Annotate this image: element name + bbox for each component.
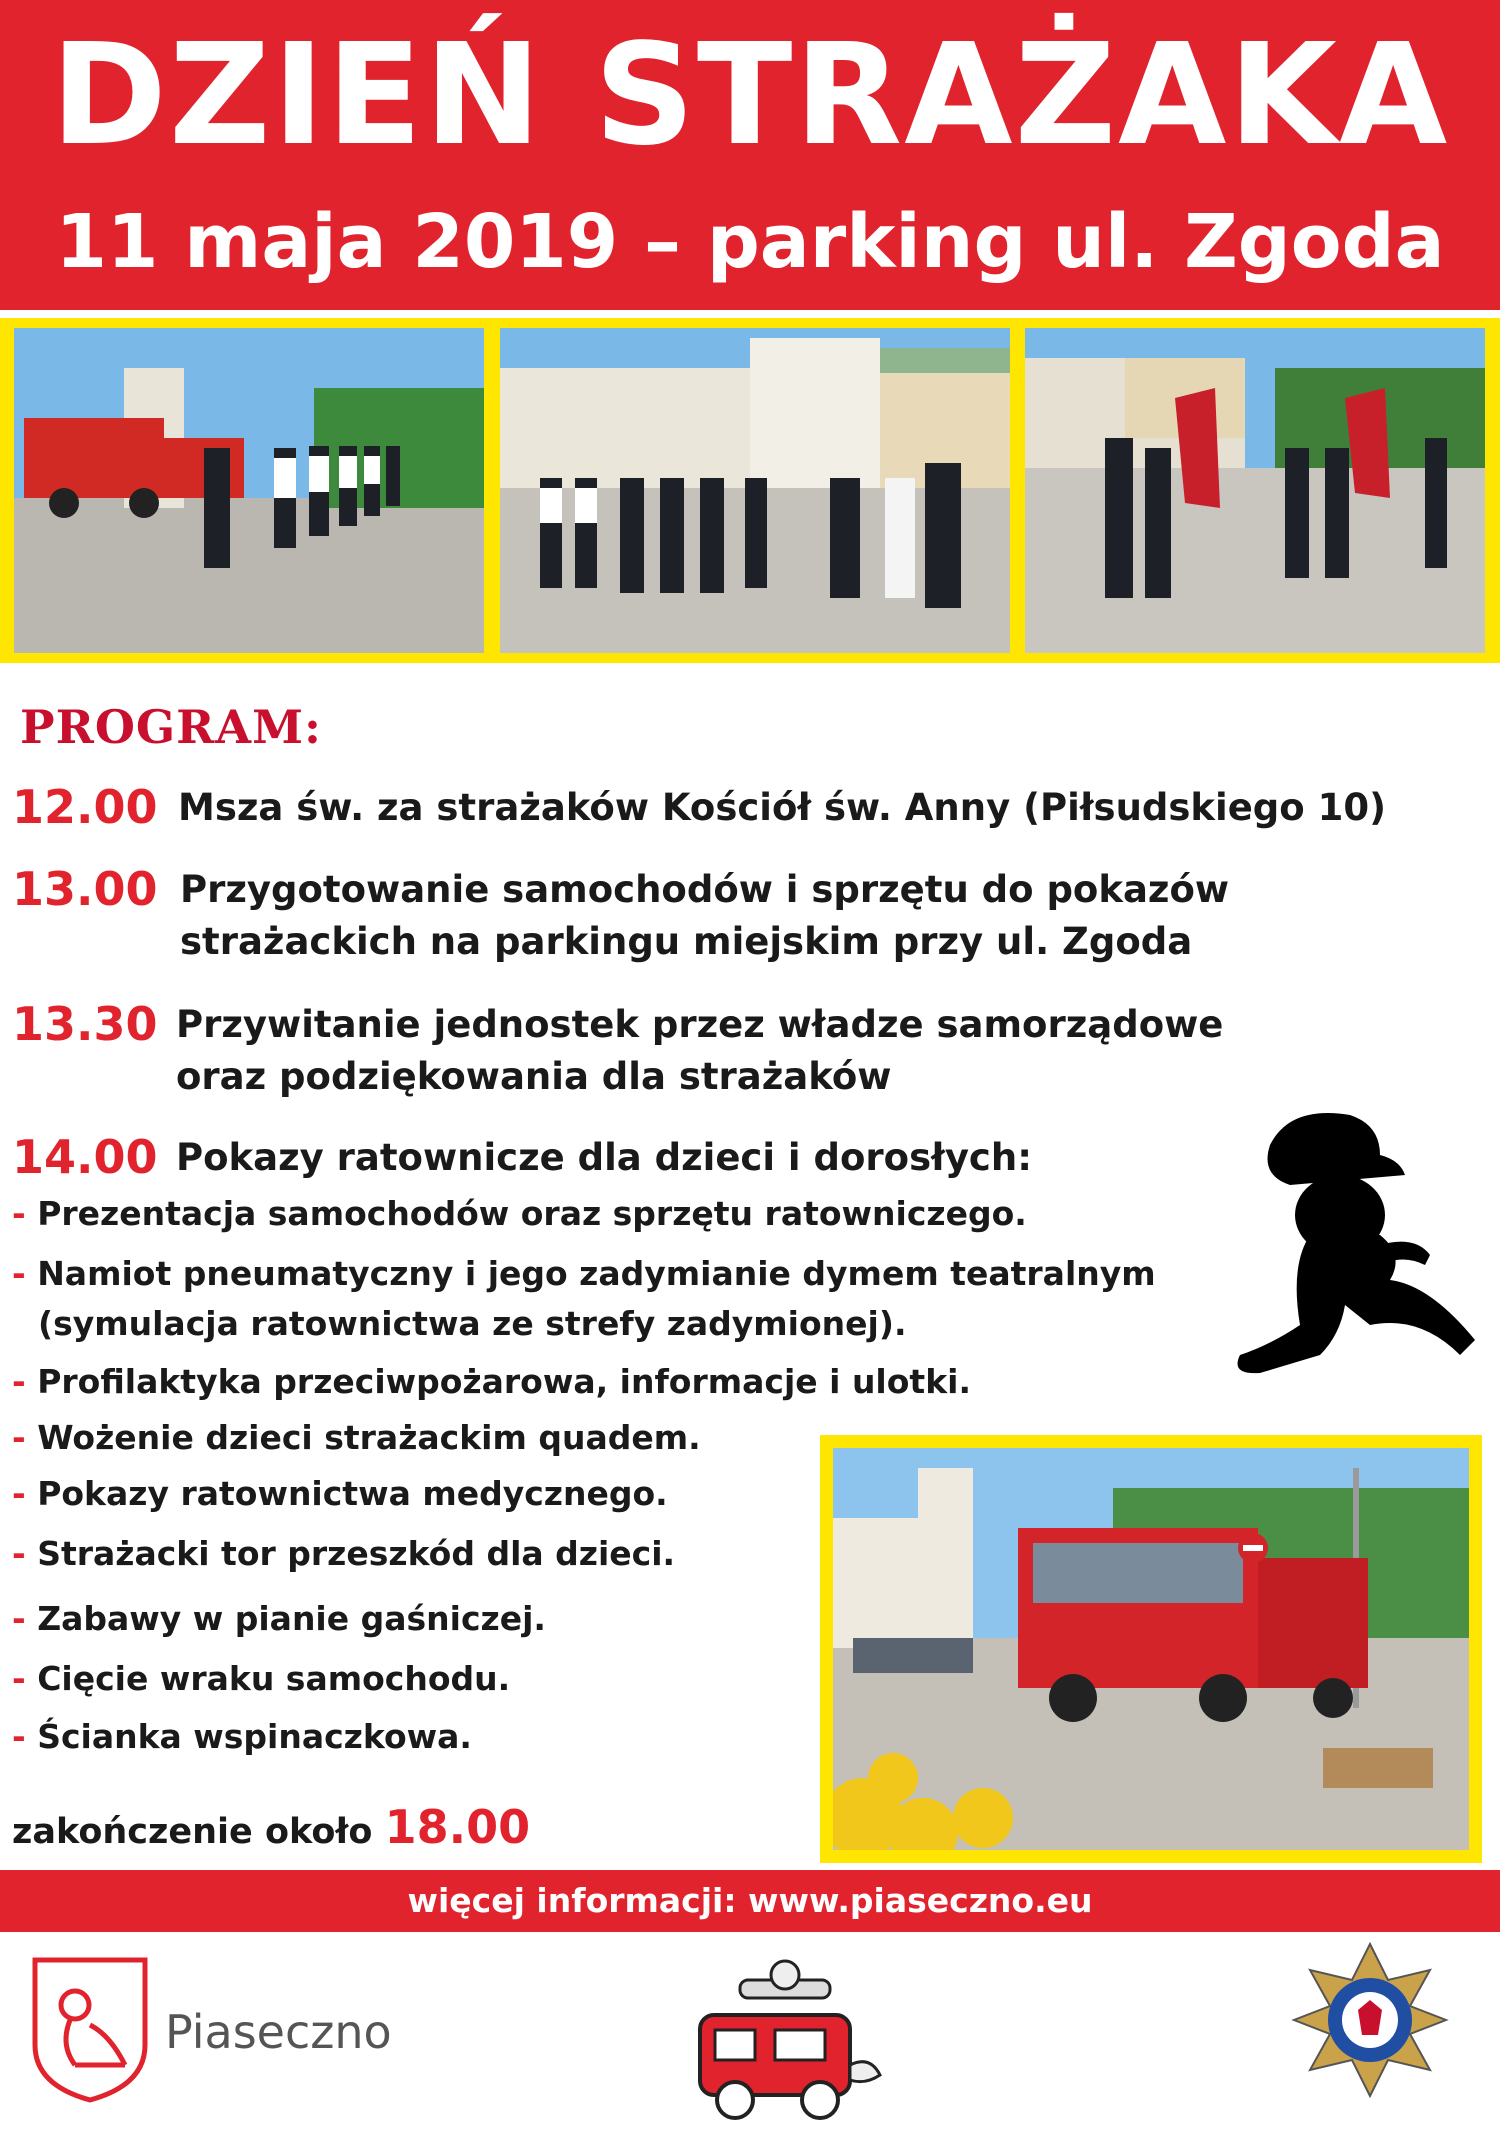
program-bullet: - Strażacki tor przeszkód dla dzieci. (12, 1534, 676, 1573)
firefighter-union-emblem-icon (1290, 1940, 1450, 2100)
page-title: DZIEŃ STRAŻAKA (50, 14, 1450, 177)
program-bullet: - Pokazy ratownictwa medycznego. (12, 1474, 668, 1513)
bullet-text: Pokazy ratownictwa medycznego. (37, 1474, 668, 1513)
program-description: Przygotowanie samochodów i sprzętu do pokazów (180, 868, 1230, 911)
closing-time-line (12, 1800, 530, 1854)
program-heading: PROGRAM: (20, 700, 322, 754)
photo-ceremony (500, 328, 1010, 653)
photo-fire-truck-parade (14, 328, 484, 653)
piaseczno-ram-logo-icon (30, 1955, 150, 2105)
program-description: Msza św. za strażaków Kościół św. Anny (Piłsudskiego 10) (178, 786, 1386, 829)
bullet-text: Namiot pneumatyczny i jego zadymianie dymem teatralnym (37, 1254, 1156, 1293)
program-bullet: - Namiot pneumatyczny i jego zadymianie dymem teatralnym (12, 1254, 1156, 1293)
bullet-text: Cięcie wraku samochodu. (37, 1659, 511, 1698)
program-bullet: - Prezentacja samochodów oraz sprzętu ratowniczego. (12, 1194, 1027, 1233)
program-time: 12.00 (12, 780, 158, 834)
program-bullet-continued (38, 1300, 906, 1348)
photo-banner-march (1025, 328, 1485, 653)
header-banner (0, 0, 1500, 310)
program-bullet: - Profilaktyka przeciwpożarowa, informacje i ulotki. (12, 1362, 971, 1401)
bullet-text: Strażacki tor przeszkód dla dzieci. (37, 1534, 676, 1573)
program-description: Pokazy ratownicze dla dzieci i dorosłych: (176, 1136, 1033, 1179)
closing-time: 18.00 (384, 1800, 531, 1854)
program-bullet: - Ścianka wspinaczkowa. (12, 1717, 472, 1756)
program-bullet: - Wożenie dzieci strażackim quadem. (12, 1418, 701, 1457)
program-time: 13.00 (12, 862, 158, 916)
bullet-text: Wożenie dzieci strażackim quadem. (37, 1418, 701, 1457)
bullet-text: (symulacja ratownictwa ze strefy zadymionej). (38, 1304, 907, 1343)
photo-strip (0, 318, 1500, 663)
more-info-link[interactable]: więcej informacji: www.piaseczno.eu (407, 1881, 1093, 1920)
running-firefighter-silhouette-icon (1230, 1105, 1480, 1395)
city-name: Piaseczno (165, 2005, 392, 2059)
bullet-text: Ścianka wspinaczkowa. (37, 1717, 472, 1756)
program-bullet: - Zabawy w pianie gaśniczej. (12, 1599, 546, 1638)
photo-frame (820, 1435, 1482, 1863)
photo-fire-truck-street (833, 1448, 1469, 1850)
program-description-continued: strażackich na parkingu miejskim przy ul. Zgoda (180, 920, 1193, 963)
program-description-continued: oraz podziękowania dla strażaków (176, 1055, 892, 1098)
program-bullet: - Cięcie wraku samochodu. (12, 1659, 511, 1698)
cartoon-fire-truck-icon (680, 1955, 885, 2125)
event-date-location: 11 maja 2019 – parking ul. Zgoda (55, 199, 1445, 285)
program-time: 14.00 (12, 1130, 158, 1184)
bullet-text: Prezentacja samochodów oraz sprzętu ratowniczego. (37, 1194, 1027, 1233)
bullet-text: Profilaktyka przeciwpożarowa, informacje i ulotki. (37, 1362, 971, 1401)
more-info-bar (0, 1870, 1500, 1932)
program-description: Przywitanie jednostek przez władze samorządowe (176, 1003, 1224, 1046)
bullet-text: Zabawy w pianie gaśniczej. (37, 1599, 546, 1638)
closing-label: zakończenie około (12, 1812, 373, 1852)
program-time: 13.30 (12, 997, 158, 1051)
